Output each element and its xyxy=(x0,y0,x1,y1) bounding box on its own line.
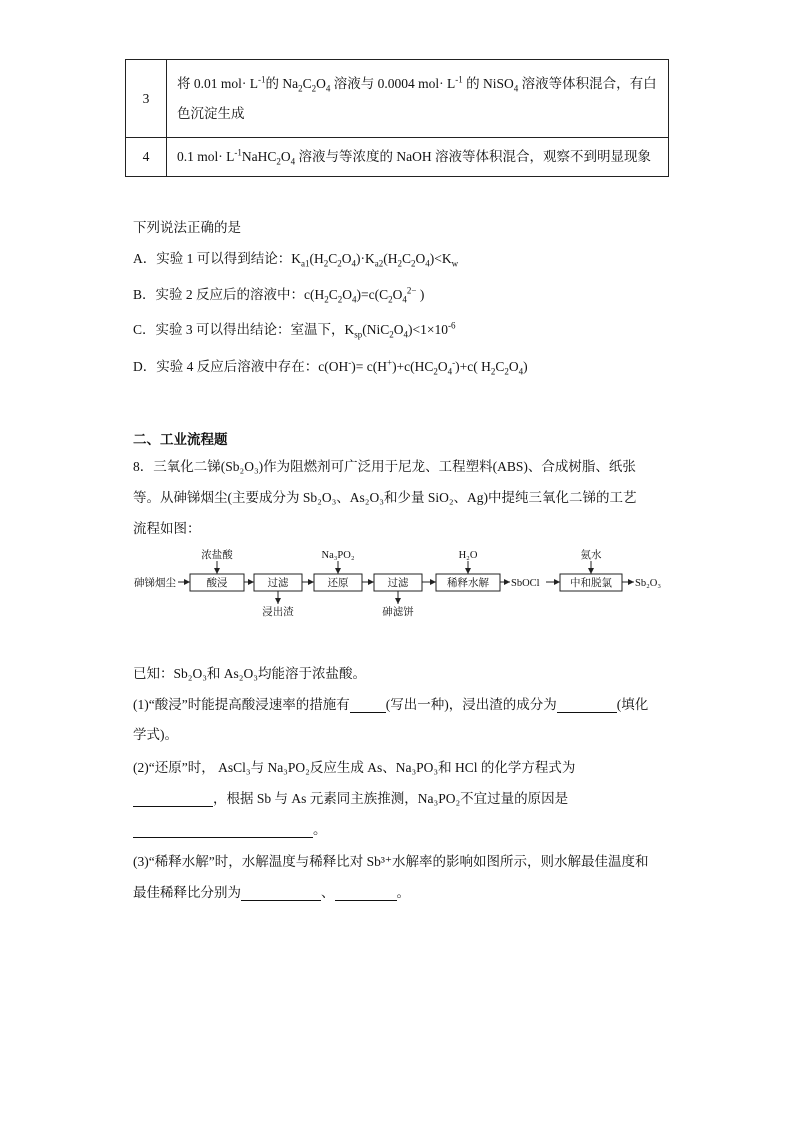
flow-output-label: 砷滤饼 xyxy=(382,607,414,618)
row-text: 0.1 $mol\cdot L^{-1}NaHC_2O_4$ 溶液与等浓度的 NaOH 溶液等体积混合，观察不到明显现象 xyxy=(167,138,669,177)
flow-box-label: 酸浸 xyxy=(206,578,228,589)
sub-question-2-cont: ，根据 Sb 与 As 元素同主族推测，Na₃PO₂不宜过量的原因是 xyxy=(133,787,568,807)
known-info: 已知：Sb₂O₃和 As₂O₃均能溶于浓盐酸。 xyxy=(133,666,366,681)
option-d[interactable]: D．实验 4 反应后溶液中存在：$c(OH^-)= c(H^+)+c(HC_2O_4^-)+c$( $H_2C_2O_4$) xyxy=(133,357,528,377)
sub-question-1-cont: 学式)。 xyxy=(133,727,178,742)
experiment-table xyxy=(125,59,669,177)
answer-blank[interactable] xyxy=(350,698,386,713)
section-title: 二、工业流程题 xyxy=(133,432,228,447)
flow-box-label: 稀释水解 xyxy=(447,578,489,589)
option-c[interactable]: C．实验 3 可以得出结论：室温下，$K_{sp}(NiC_2O_4)<1\times 10^{-6}$ xyxy=(133,320,456,340)
option-a[interactable]: A．实验 1 可以得到结论：$K_{a1}(H_2C_2O_4)\cdot K_{a2}(H_2C_2O_4)<K_w$ xyxy=(133,251,459,269)
question-intro-line: 流程如图： xyxy=(133,521,201,536)
question-prompt: 下列说法正确的是 xyxy=(133,220,241,235)
sub-question-2: (2)“还原”时， AsCl₃与 Na₃PO₂反应生成 As、Na₃PO₃和 HCl 的化学方程式为 xyxy=(133,760,576,775)
flow-box-label: 还原 xyxy=(327,578,349,589)
row-number: 3 xyxy=(126,60,167,138)
flow-output-label: 浸出渣 xyxy=(262,607,294,618)
flow-box-label: 中和脱氯 xyxy=(570,578,612,589)
flow-input-label: 氨水 xyxy=(580,550,602,561)
flow-input-label: H₂O xyxy=(458,550,478,561)
sub-question-3-cont: 最佳稀释比分别为 、 。 xyxy=(133,885,410,900)
flow-end: Sb₂O₃ xyxy=(635,578,661,589)
row-text: 将 0.01 $mol\cdot L^{-1}$的 $Na_2C_2O_4$ 溶液与 0.0004 $mol\cdot L^{-1}$ 的 NiSO$_4$ 溶液等体积混合，有白色沉淀生成 xyxy=(167,60,669,138)
answer-blank[interactable] xyxy=(557,698,617,713)
sub-question-2-end: 。 xyxy=(133,818,327,838)
question-intro-line: 等。从砷锑烟尘(主要成分为 Sb₂O₃、As₂O₃和少量 SiO₂、Ag)中提纯三氧化二锑的工艺 xyxy=(133,490,637,505)
row-number: 4 xyxy=(126,138,167,177)
answer-blank[interactable] xyxy=(133,792,213,807)
flow-box-label: 过滤 xyxy=(267,578,289,589)
answer-blank[interactable] xyxy=(241,886,321,901)
table-row xyxy=(126,138,669,177)
table-row xyxy=(126,60,669,138)
answer-blank[interactable] xyxy=(133,823,313,838)
process-flow-diagram xyxy=(130,545,670,620)
flow-input-label: 浓盐酸 xyxy=(201,550,233,561)
flow-input-label: Na₃PO₂ xyxy=(321,550,355,561)
answer-blank[interactable] xyxy=(335,886,397,901)
flow-intermediate: SbOCl xyxy=(511,578,540,589)
flow-start: 砷锑烟尘 xyxy=(134,578,176,589)
question-intro-line: 8．三氧化二锑(Sb₂O₃)作为阻燃剂可广泛用于尼龙、工程塑料(ABS)、合成树脂、纸张 xyxy=(133,459,636,474)
flow-box-label: 过滤 xyxy=(387,578,409,589)
sub-question-3: (3)“稀释水解”时，水解温度与稀释比对 Sb³⁺水解率的影响如图所示，则水解最佳温度和 xyxy=(133,854,649,869)
option-b[interactable]: B．实验 2 反应后的溶液中：$c(H_2C_2O_4)=c(C_2O_4^{2-}$ ) xyxy=(133,285,425,305)
sub-question-1: (1)“酸浸”时能提高酸浸速率的措施有 (写出一种)，浸出渣的成分为 (填化 xyxy=(133,697,649,712)
